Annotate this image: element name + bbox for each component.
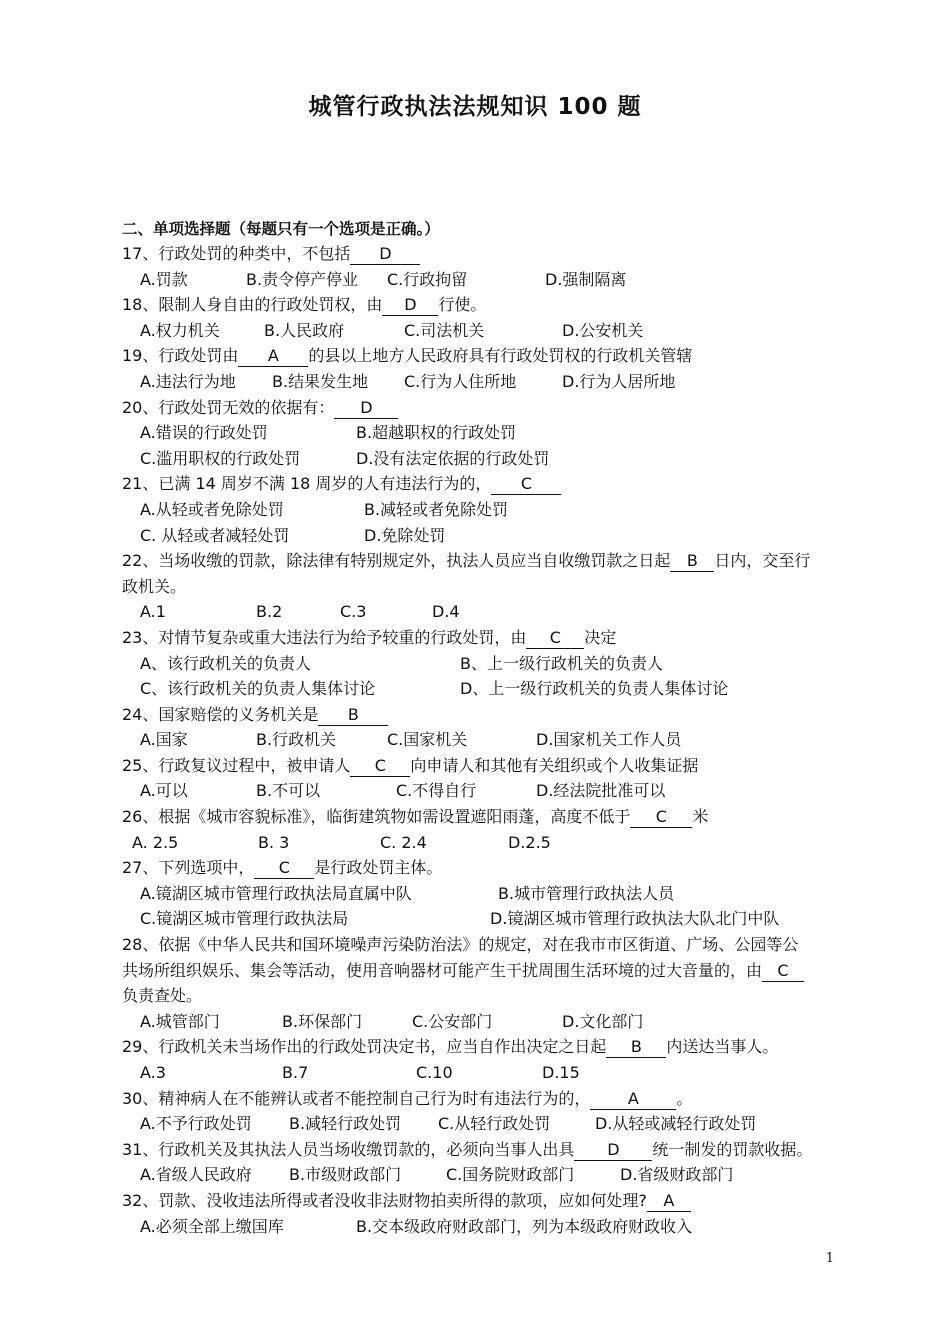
question-20 [122, 395, 838, 421]
answer-blank: D [334, 398, 398, 419]
option-d: D.没有法定依据的行政处罚 [356, 448, 550, 468]
question-text: 27、下列选项中， [122, 858, 255, 878]
answer-blank: C [254, 858, 314, 879]
option-c: C.从轻行政处罚 [438, 1114, 551, 1134]
option-b: B.超越职权的行政处罚 [356, 423, 517, 443]
question-text: 30、精神病人在不能辨认或者不能控制自己行为时有违法行为的， [122, 1088, 591, 1108]
question-text: 21、已满 14 周岁不满 18 周岁的人有违法行为的， [122, 474, 492, 494]
section-heading: 二、单项选择题（每题只有一个选项是正确。） [122, 220, 440, 238]
question-list [122, 241, 838, 1239]
option-d: D.国家机关工作人员 [536, 730, 682, 750]
option-b: B.城市管理行政执法人员 [498, 883, 675, 903]
question-text: 17、行政处罚的种类中，不包括 [122, 244, 351, 263]
question-text-end: 的县以上地方人民政府具有行政处罚权的行政机关管辖 [308, 346, 693, 366]
question-text-end: 统一制发的罚款收据。 [652, 1139, 813, 1159]
option-a: A.可以 [140, 781, 188, 801]
question-23 [122, 625, 838, 651]
option-b: B.不可以 [256, 781, 321, 801]
option-a: A、该行政机关的负责人 [140, 653, 311, 673]
option-c: C.国务院财政部门 [446, 1165, 575, 1185]
question-text-end: 向申请人和其他有关组织或个人收集证据 [410, 755, 699, 775]
question-text: 29、行政机关未当场作出的行政处罚决定书，应当自作出决定之日起 [122, 1037, 607, 1057]
question-text: 32、罚款、没收违法所得或者没收非法财物拍卖所得的款项，应如何处理? [122, 1190, 647, 1210]
question-30 [122, 1086, 838, 1112]
option-b: B.市级财政部门 [289, 1165, 402, 1185]
question-text: 18、限制人身自由的行政处罚权，由 [122, 295, 383, 315]
option-b: B.交本级政府财政部门，列为本级政府财政收入 [356, 1216, 693, 1236]
options-24 [122, 727, 838, 753]
option-a: A.违法行为地 [140, 371, 236, 391]
options-27b [122, 906, 838, 932]
question-text-cont: 政机关。 [122, 576, 187, 596]
question-31 [122, 1137, 838, 1163]
options-23a [122, 651, 838, 677]
question-27 [122, 855, 838, 881]
option-b: B.7 [282, 1063, 309, 1082]
options-26 [122, 830, 838, 856]
option-d: D.4 [432, 602, 460, 622]
question-24 [122, 702, 838, 728]
option-c: C.不得自行 [396, 781, 477, 801]
question-text: 25、行政复议过程中，被申请人 [122, 755, 351, 775]
question-text-end: 米 [692, 807, 709, 827]
option-d: D.15 [542, 1063, 580, 1082]
option-d: D.强制隔离 [545, 269, 627, 289]
option-d: D.2.5 [508, 832, 551, 852]
answer-blank: C [762, 961, 804, 982]
options-28 [122, 1009, 838, 1035]
options-31 [122, 1162, 838, 1188]
option-d: D.镜湖区城市管理行政执法大队北门中队 [490, 909, 780, 929]
option-b: B.减轻或者免除处罚 [364, 499, 509, 519]
answer-blank: B [318, 705, 388, 726]
answer-blank: C [491, 474, 561, 495]
answer-blank: A [590, 1089, 676, 1110]
option-a: A.镜湖区城市管理行政执法局直属中队 [140, 883, 412, 903]
options-19 [122, 369, 838, 395]
answer-blank: D [574, 1140, 652, 1161]
answer-blank: D [350, 244, 420, 265]
question-19 [122, 343, 838, 369]
question-25 [122, 753, 838, 779]
option-c: C.国家机关 [387, 730, 468, 750]
question-17 [122, 241, 838, 267]
question-text: 31、行政机关及其执法人员当场收缴罚款的，必须向当事人出具 [122, 1139, 575, 1159]
option-a: A. 2.5 [132, 832, 179, 852]
option-a: A.错误的行政处罚 [140, 423, 268, 443]
answer-blank: B [670, 551, 714, 572]
question-text: 24、国家赔偿的义务机关是 [122, 704, 319, 724]
option-b: B、上一级行政机关的负责人 [460, 653, 663, 673]
option-b: B.结果发生地 [272, 371, 369, 391]
answer-blank: C [526, 628, 584, 649]
question-28-end [122, 983, 838, 1009]
options-20b [122, 446, 838, 472]
question-text-end: 。 [676, 1088, 693, 1108]
answer-blank: A [647, 1191, 691, 1212]
question-text: 28、依据《中华人民共和国环境噪声污染防治法》的规定，对在我市市区街道、广场、公园等公 [122, 935, 799, 955]
question-text-end: 决定 [584, 627, 617, 647]
option-a: A.从轻或者免除处罚 [140, 499, 284, 519]
option-a: A.省级人民政府 [140, 1165, 252, 1185]
question-18 [122, 292, 838, 318]
option-d: D.公安机关 [562, 320, 644, 340]
option-d: D.经法院批准可以 [536, 781, 666, 801]
option-c: C.镜湖区城市管理行政执法局 [140, 909, 349, 929]
option-d: D.从轻或减轻行政处罚 [595, 1114, 757, 1134]
answer-blank: D [382, 295, 438, 316]
option-a: A.不予行政处罚 [140, 1114, 252, 1134]
option-c: C.司法机关 [404, 320, 485, 340]
option-c: C.公安部门 [412, 1011, 493, 1031]
question-22 [122, 548, 838, 574]
option-a: A.权力机关 [140, 320, 220, 340]
answer-blank: A [238, 346, 308, 367]
option-a: A.必须全部上缴国库 [140, 1216, 284, 1236]
question-text-end: 日内，交至行 [714, 551, 811, 571]
options-23b [122, 676, 838, 702]
option-b: B.责令停产停业 [246, 269, 359, 289]
question-text-end: 负责查处。 [122, 986, 203, 1006]
option-b: B.减轻行政处罚 [289, 1114, 402, 1134]
answer-blank: B [606, 1037, 666, 1058]
option-b: B.环保部门 [282, 1011, 363, 1031]
question-text: 23、对情节复杂或重大违法行为给予较重的行政处罚，由 [122, 627, 527, 647]
option-d: D.免除处罚 [364, 525, 446, 545]
option-c: C.行政拘留 [387, 269, 468, 289]
option-c: C. 从轻或者减轻处罚 [140, 525, 290, 545]
question-text-end: 行使。 [438, 295, 487, 315]
question-text: 19、行政处罚由 [122, 346, 239, 366]
options-30 [122, 1111, 838, 1137]
option-c: C. 2.4 [380, 832, 427, 852]
options-20a [122, 420, 838, 446]
option-c: C、该行政机关的负责人集体讨论 [140, 679, 376, 699]
question-21 [122, 471, 838, 497]
options-29 [122, 1060, 838, 1086]
option-b: B.2 [256, 602, 283, 622]
option-b: B.人民政府 [264, 320, 345, 340]
question-28 [122, 932, 838, 958]
options-27a [122, 881, 838, 907]
question-22-cont [122, 574, 838, 600]
question-text: 26、根据《城市容貌标准》，临街建筑物如需设置遮阳雨蓬，高度不低于 [122, 807, 631, 827]
options-21a [122, 497, 838, 523]
option-a: A.国家 [140, 730, 188, 750]
option-c: C.行为人住所地 [404, 371, 517, 391]
option-c: C.3 [340, 602, 367, 622]
document-title: 城管行政执法法规知识 100 题 [308, 94, 642, 120]
page-number: 1 [825, 1251, 834, 1266]
question-text: 20、行政处罚无效的依据有： [122, 397, 335, 417]
option-c: C.10 [416, 1063, 453, 1082]
option-a: A.1 [140, 602, 166, 622]
option-d: D.行为人居所地 [562, 371, 676, 391]
option-d: D.省级财政部门 [620, 1165, 734, 1185]
question-text-end: 是行政处罚主体。 [314, 858, 443, 878]
option-d: D.文化部门 [562, 1011, 644, 1031]
question-text-end: 内送达当事人。 [666, 1037, 779, 1057]
question-text-cont: 共场所组织娱乐、集会等活动，使用音响器材可能产生干扰周围生活环境的过大音量的，由 [122, 960, 763, 980]
answer-blank: C [630, 807, 692, 828]
options-32 [122, 1214, 838, 1240]
options-22 [122, 599, 838, 625]
question-32 [122, 1188, 838, 1214]
question-28-cont [122, 958, 838, 984]
question-29 [122, 1034, 838, 1060]
options-17 [122, 267, 838, 293]
answer-blank: C [350, 756, 410, 777]
option-b: B.行政机关 [256, 730, 337, 750]
options-18 [122, 318, 838, 344]
option-a: A.城管部门 [140, 1011, 220, 1031]
option-d: D、上一级行政机关的负责人集体讨论 [460, 679, 729, 699]
option-a: A.3 [140, 1063, 166, 1082]
option-a: A.罚款 [140, 269, 188, 289]
option-b: B. 3 [258, 832, 290, 852]
option-c: C.滥用职权的行政处罚 [140, 448, 301, 468]
options-21b [122, 523, 838, 549]
options-25 [122, 778, 838, 804]
question-text: 22、当场收缴的罚款，除法律有特别规定外，执法人员应当自收缴罚款之日起 [122, 551, 671, 571]
question-26 [122, 804, 838, 830]
